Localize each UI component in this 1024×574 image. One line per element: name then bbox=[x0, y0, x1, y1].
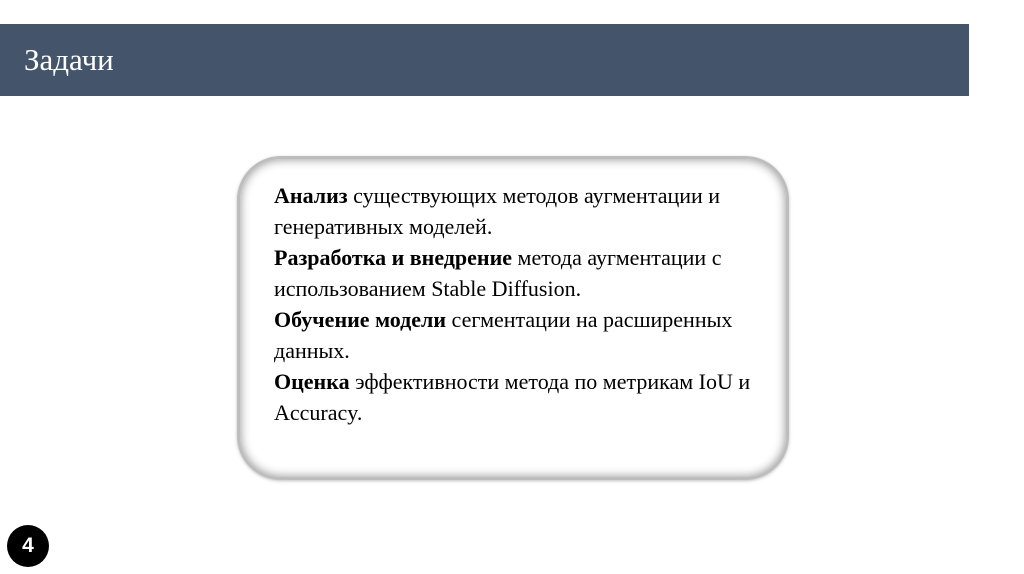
title-bar bbox=[0, 24, 969, 96]
task-keyword: Оценка bbox=[274, 369, 350, 394]
task-keyword: Анализ bbox=[274, 183, 348, 208]
page-number-badge: 4 bbox=[7, 525, 49, 567]
task-description: существующих методов аугментации и генеративных моделей. bbox=[274, 183, 721, 239]
task-description: эффективности метода по метрикам IoU и Accuracy. bbox=[274, 369, 751, 425]
task-item-development bbox=[274, 242, 784, 304]
task-list bbox=[274, 180, 784, 428]
task-keyword: Разработка и внедрение bbox=[274, 245, 513, 270]
task-item-analysis bbox=[274, 180, 784, 242]
task-keyword: Обучение модели bbox=[274, 307, 447, 332]
task-description: метода аугментации с использованием Stable Diffusion. bbox=[274, 245, 722, 301]
task-description: сегментации на расширенных данных. bbox=[274, 307, 733, 363]
task-item-training bbox=[274, 304, 784, 366]
task-item-evaluation bbox=[274, 366, 784, 428]
slide-title: Задачи bbox=[24, 42, 114, 77]
tasks-card bbox=[237, 156, 789, 480]
